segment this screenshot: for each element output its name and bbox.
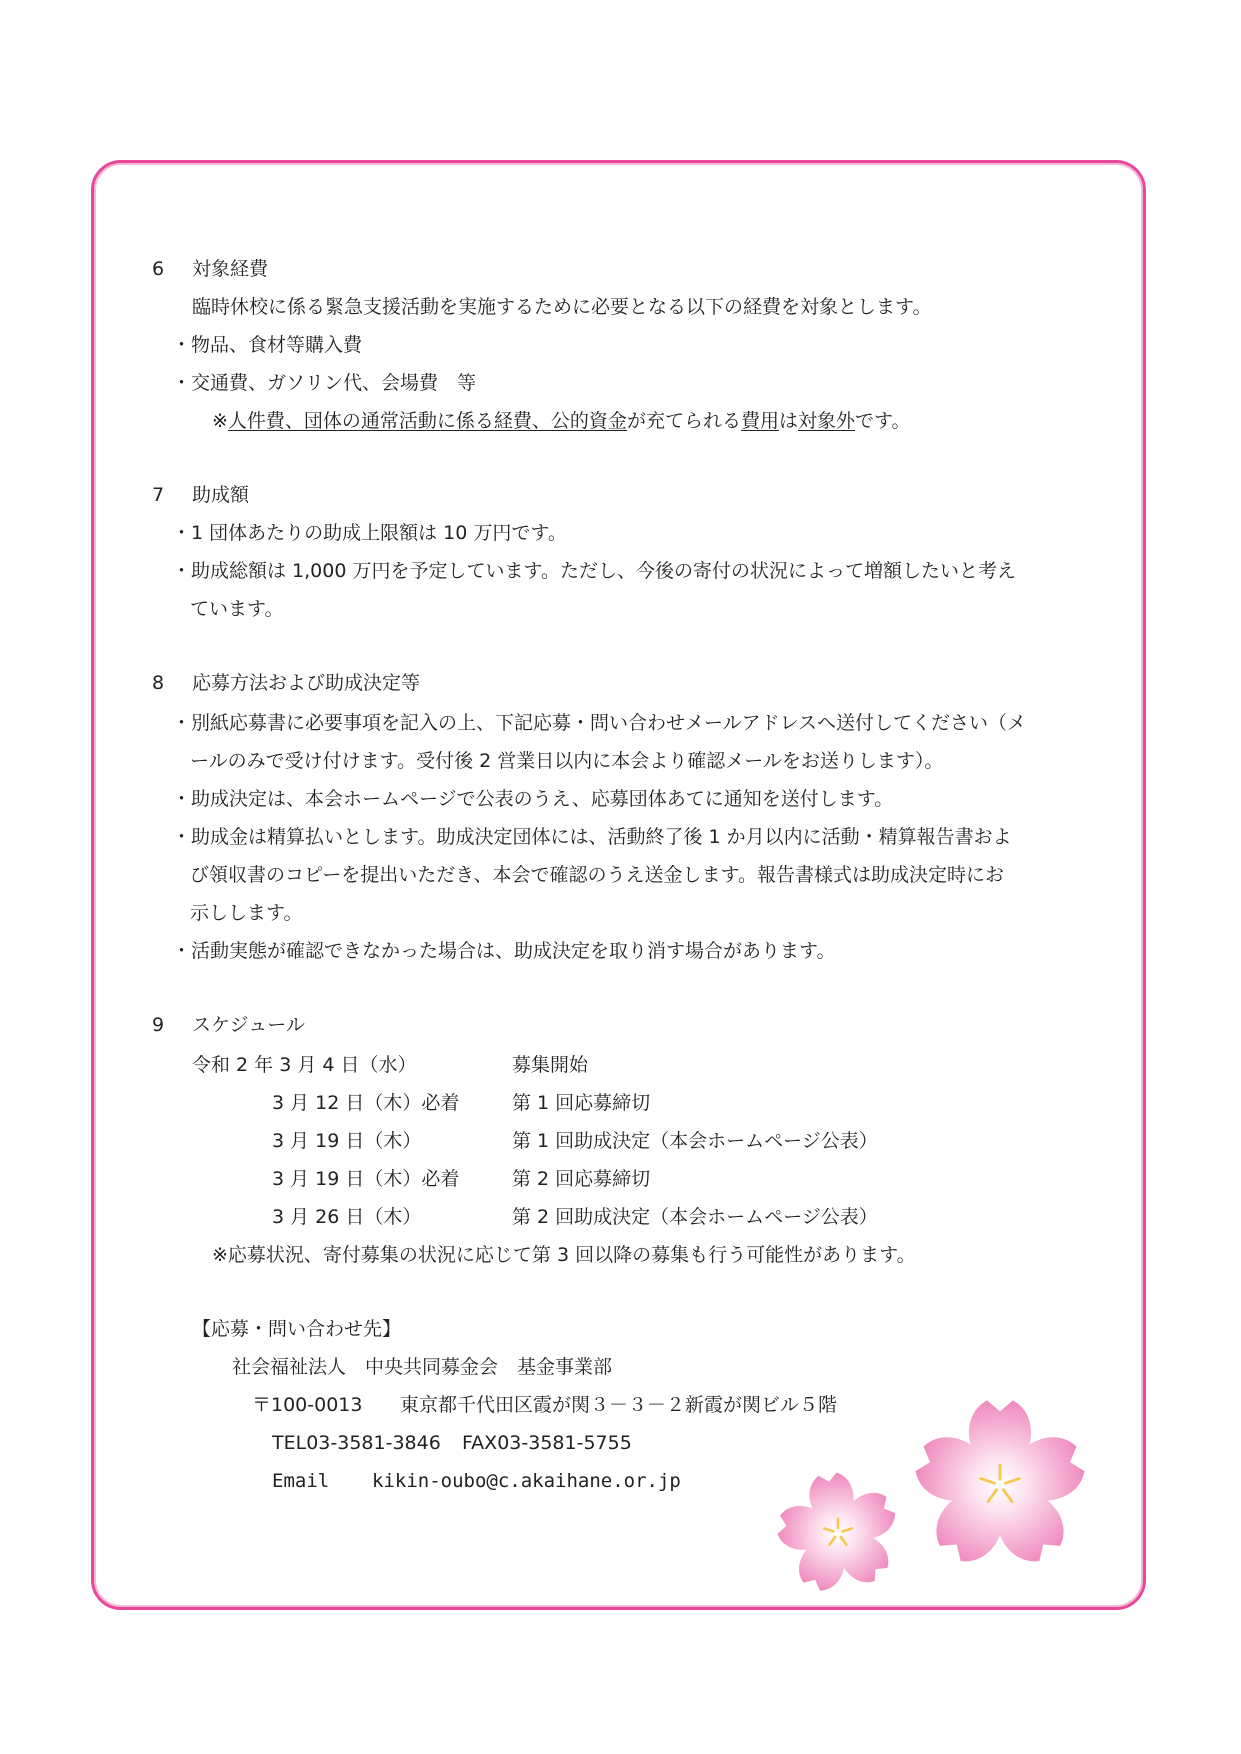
sec6-item1: ・物品、食材等購入費 bbox=[172, 334, 363, 356]
sec7-item2a: ・助成総額は 1,000 万円を予定しています。ただし、今後の寄付の状況によって増額したいと考え bbox=[172, 560, 1016, 582]
contact-fax: FAX03-3581-5755 bbox=[462, 1432, 632, 1454]
schedule-date: 3 月 26 日（木） bbox=[272, 1206, 422, 1228]
schedule-date: 3 月 19 日（木）必着 bbox=[272, 1168, 460, 1190]
sec8-item2: ・助成決定は、本会ホームページで公表のうえ、応募団体あてに通知を送付します。 bbox=[172, 788, 894, 810]
sec8-item3c: 示しします。 bbox=[190, 902, 303, 924]
contact-heading: 【応募・問い合わせ先】 bbox=[192, 1318, 402, 1340]
schedule-event: 募集開始 bbox=[512, 1054, 589, 1076]
note-mid2: は bbox=[778, 410, 798, 432]
sec6-num: 6 bbox=[152, 258, 165, 280]
contact-address: 東京都千代田区霞が関３－３－２新霞が関ビル５階 bbox=[400, 1394, 838, 1416]
contact-org: 社会福祉法人 中央共同募金会 基金事業部 bbox=[232, 1356, 613, 1378]
note-underline-1: 人件費、団体の通常活動に係る経費、公的資金 bbox=[227, 410, 627, 432]
sec9-note: ※応募状況、寄付募集の状況に応じて第 3 回以降の募集も行う可能性があります。 bbox=[212, 1244, 916, 1266]
note-underline-2: 費用 bbox=[740, 410, 779, 432]
schedule-event: 第 1 回応募締切 bbox=[512, 1092, 651, 1114]
contact-tel: TEL03-3581-3846 bbox=[272, 1432, 441, 1454]
schedule-event: 第 2 回助成決定（本会ホームページ公表） bbox=[512, 1206, 878, 1228]
sec8-title: 応募方法および助成決定等 bbox=[192, 672, 421, 694]
sec8-item3a: ・助成金は精算払いとします。助成決定団体には、活動終了後 1 か月以内に活動・精算報告書およ bbox=[172, 826, 1012, 848]
sec7-title: 助成額 bbox=[192, 484, 250, 506]
note-mid: が充てられる bbox=[626, 410, 741, 432]
sec8-item4: ・活動実態が確認できなかった場合は、助成決定を取り消す場合があります。 bbox=[172, 940, 836, 962]
schedule-date: 令和 2 年 3 月 4 日（水） bbox=[192, 1054, 417, 1076]
sakura-flower-large-icon bbox=[908, 1393, 1092, 1577]
contact-email[interactable]: kikin-oubo@c.akaihane.or.jp bbox=[372, 1470, 681, 1492]
sec8-item3b: び領収書のコピーを提出いただき、本会で確認のうえ送金します。報告書様式は助成決定時にお bbox=[190, 864, 1004, 886]
sakura-flower-small-icon bbox=[773, 1468, 903, 1598]
sec6-note bbox=[212, 408, 910, 434]
sec7-item1: ・1 団体あたりの助成上限額は 10 万円です。 bbox=[172, 522, 567, 544]
note-suffix: です。 bbox=[855, 410, 911, 432]
schedule-date: 3 月 12 日（木）必着 bbox=[272, 1092, 460, 1114]
sec6-title: 対象経費 bbox=[192, 258, 269, 280]
contact-zip: 〒100-0013 bbox=[252, 1394, 363, 1416]
sec7-item2b: ています。 bbox=[190, 598, 284, 620]
sec9-title: スケジュール bbox=[192, 1014, 305, 1036]
sec8-item1a: ・別紙応募書に必要事項を記入の上、下記応募・問い合わせメールアドレスへ送付してください（メ bbox=[172, 712, 1027, 734]
note-prefix: ※ bbox=[212, 410, 228, 432]
schedule-event: 第 2 回応募締切 bbox=[512, 1168, 651, 1190]
schedule-date: 3 月 19 日（木） bbox=[272, 1130, 422, 1152]
sec9-num: 9 bbox=[152, 1014, 165, 1036]
sec8-item1b: ールのみで受け付けます。受付後 2 営業日以内に本会より確認メールをお送りします）。 bbox=[190, 750, 944, 772]
sec6-intro: 臨時休校に係る緊急支援活動を実施するために必要となる以下の経費を対象とします。 bbox=[192, 296, 932, 318]
sec8-num: 8 bbox=[152, 672, 165, 694]
sec7-num: 7 bbox=[152, 484, 165, 506]
schedule-event: 第 1 回助成決定（本会ホームページ公表） bbox=[512, 1130, 878, 1152]
note-underline-3: 対象外 bbox=[797, 410, 855, 432]
contact-email-label: Email bbox=[272, 1470, 330, 1492]
sec6-item2: ・交通費、ガソリン代、会場費 等 bbox=[172, 372, 477, 394]
